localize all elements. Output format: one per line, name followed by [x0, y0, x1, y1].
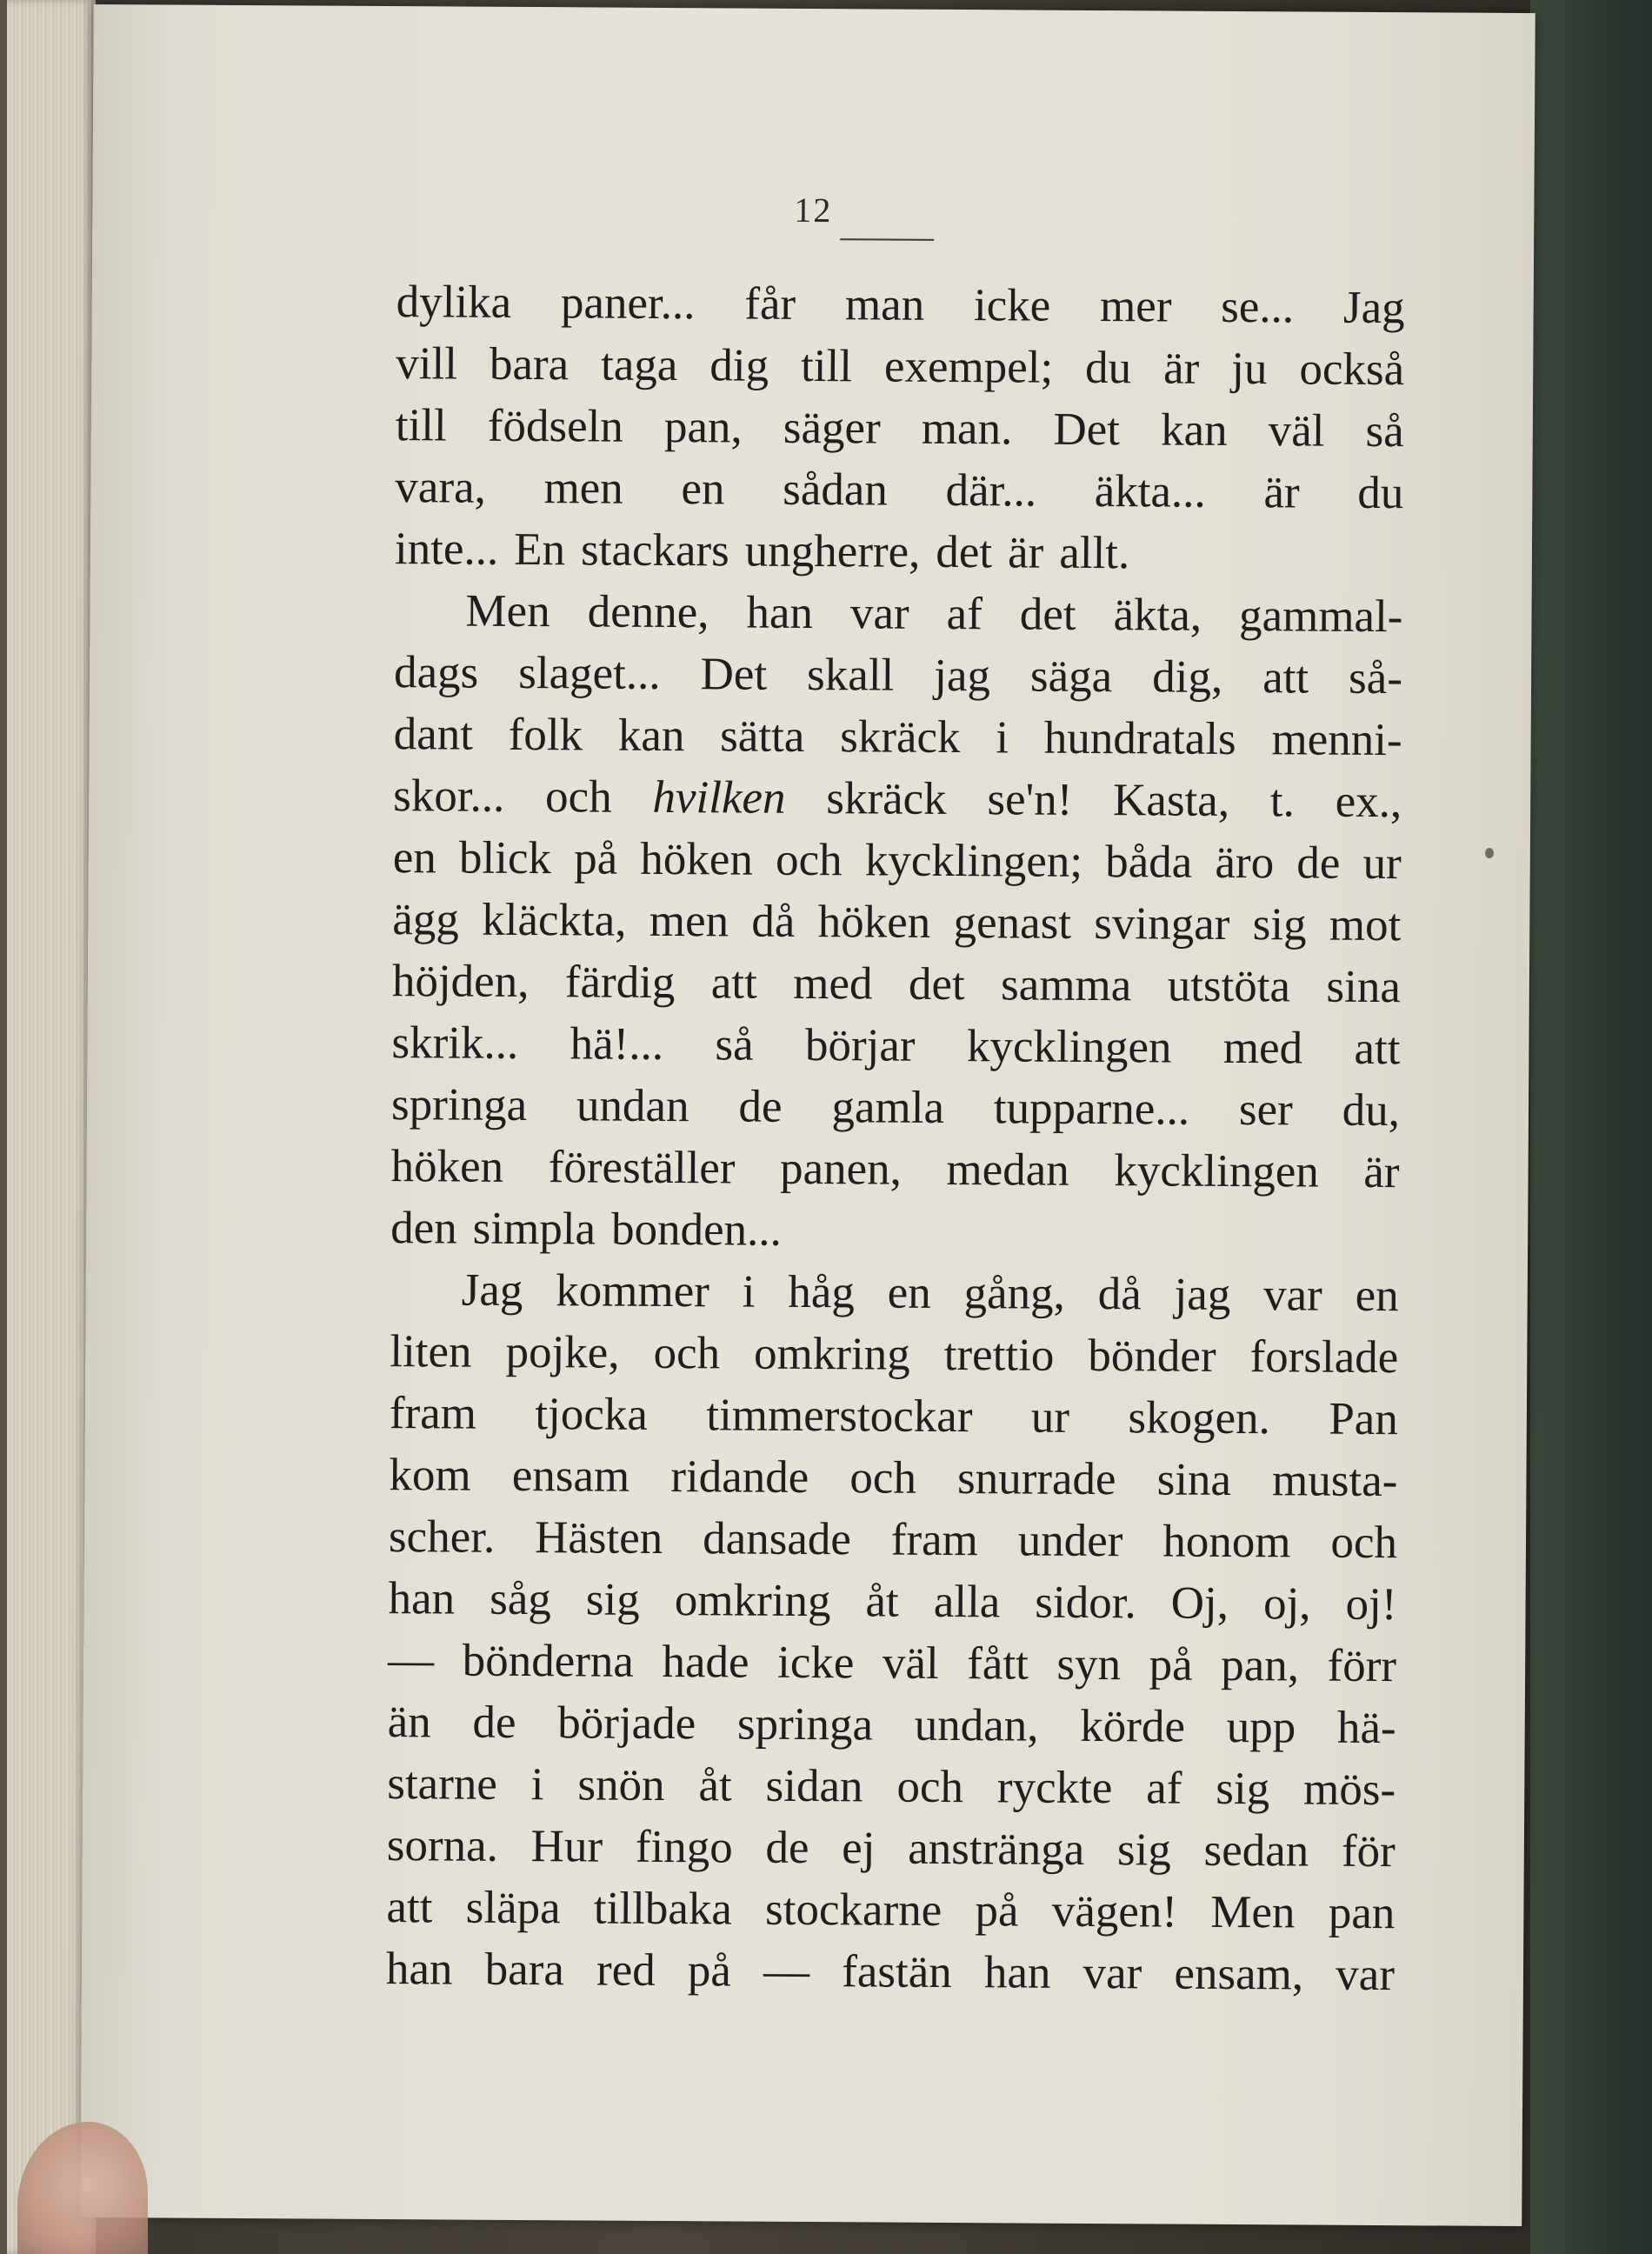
word: fram	[890, 1514, 979, 1566]
word: kommer	[556, 1265, 710, 1317]
word: han	[385, 1944, 453, 1995]
word: scher.	[388, 1511, 496, 1563]
word: mös-	[1302, 1764, 1396, 1816]
word: panen,	[779, 1143, 903, 1195]
word: äkta,	[1113, 590, 1202, 641]
word: var	[1336, 1949, 1396, 2001]
word: ryckte	[996, 1762, 1113, 1814]
word: anstränga	[908, 1823, 1085, 1875]
word: Det	[700, 649, 768, 700]
word: gång,	[963, 1268, 1066, 1319]
text-line	[395, 518, 1403, 586]
word: de	[1296, 837, 1341, 889]
word: var	[1262, 1270, 1323, 1321]
word: ex.,	[1335, 776, 1402, 828]
word: Kasta,	[1112, 775, 1230, 826]
word: i	[996, 712, 1009, 764]
word: sidan	[765, 1760, 863, 1812]
word: får	[744, 278, 796, 330]
word: är	[1263, 467, 1300, 518]
word: kycklingen;	[864, 835, 1083, 887]
word: inte...	[394, 523, 499, 575]
word: genast	[953, 897, 1072, 949]
paper-speck	[1485, 848, 1494, 858]
word: snön	[577, 1759, 665, 1811]
word: fram	[389, 1388, 477, 1439]
word: ur	[1362, 837, 1402, 890]
word: för	[1341, 1825, 1396, 1877]
word: började	[557, 1697, 696, 1750]
word: och	[653, 1327, 721, 1379]
text-line	[388, 1691, 1396, 1759]
word: med	[793, 957, 873, 1010]
word: och	[896, 1761, 964, 1813]
word: bönder	[1088, 1330, 1216, 1382]
word: sidor.	[1035, 1577, 1136, 1629]
word: på	[574, 833, 618, 884]
word: under	[1017, 1515, 1123, 1567]
word: samma	[1000, 959, 1132, 1011]
word: åt	[865, 1576, 899, 1627]
word: gamla	[831, 1082, 945, 1133]
word: ensam,	[1174, 1948, 1304, 2000]
word: då	[751, 896, 796, 947]
word: i	[742, 1266, 756, 1317]
word: stackars	[580, 524, 729, 577]
word: du	[1357, 467, 1404, 519]
word: syn	[1056, 1638, 1122, 1690]
word: mot	[1329, 899, 1402, 951]
word: dig,	[1152, 651, 1223, 703]
word: —	[763, 1945, 810, 1997]
word: omkring	[674, 1575, 831, 1627]
body-text	[386, 271, 1405, 2006]
word: exempel;	[883, 341, 1054, 393]
word: blick	[458, 832, 552, 884]
word: gammal-	[1238, 590, 1403, 643]
text-line	[392, 889, 1401, 957]
word: skräck	[840, 711, 961, 764]
word: oj!	[1345, 1578, 1397, 1630]
word: springa	[736, 1698, 874, 1751]
word: du	[1084, 342, 1132, 394]
word: Det	[1053, 403, 1121, 456]
text-line	[386, 1877, 1395, 1944]
book-cover-board	[1530, 0, 1652, 2254]
word: äro	[1215, 837, 1275, 889]
word: icke	[776, 1637, 855, 1689]
word: och	[775, 834, 843, 886]
word: ur	[1030, 1391, 1070, 1443]
word: och	[1330, 1517, 1398, 1569]
word: slaget...	[518, 647, 661, 699]
word: honom	[1162, 1516, 1291, 1568]
word: på	[975, 1885, 1019, 1937]
word: väl	[882, 1637, 939, 1689]
word: då	[1097, 1269, 1142, 1320]
word: med	[1222, 1022, 1303, 1074]
word: på	[687, 1945, 732, 1997]
word: Hur	[530, 1821, 603, 1872]
word: dags	[393, 647, 479, 698]
word: timmerstockar	[706, 1390, 973, 1443]
text-line	[393, 704, 1402, 771]
word: se'n!	[987, 774, 1073, 825]
word: En	[514, 523, 566, 576]
word: förr	[1327, 1640, 1397, 1692]
word: sig	[1252, 899, 1307, 950]
text-line	[386, 1938, 1395, 2006]
text-line	[390, 1197, 1399, 1265]
word: höken	[640, 833, 754, 885]
word: bonden...	[610, 1204, 783, 1256]
text-line	[393, 827, 1402, 895]
word: fått	[967, 1638, 1029, 1690]
word: allt.	[1059, 527, 1130, 579]
word: de	[472, 1697, 516, 1748]
word: snurrade	[956, 1453, 1116, 1505]
word: af	[946, 588, 983, 640]
word: skall	[806, 649, 895, 701]
word: taga	[600, 339, 678, 391]
word: men	[543, 463, 623, 514]
word: att	[1354, 1023, 1401, 1075]
word: liten	[390, 1326, 472, 1377]
text-line	[390, 1259, 1399, 1327]
word: så	[1365, 405, 1404, 457]
word: pan	[1328, 1887, 1396, 1939]
word: ridande	[670, 1451, 809, 1504]
word: hvilken	[652, 771, 786, 824]
word: Jag	[1342, 282, 1405, 334]
word: undan,	[914, 1699, 1039, 1751]
word: —	[387, 1635, 435, 1686]
word: det	[1019, 589, 1076, 640]
word: Men	[1210, 1886, 1296, 1938]
word: födseln	[487, 400, 624, 452]
word: sina	[1156, 1454, 1232, 1505]
word: icke	[973, 280, 1051, 331]
word: medan	[946, 1144, 1069, 1196]
word: kan	[617, 710, 685, 762]
word: hä!...	[570, 1018, 664, 1070]
text-line	[387, 1815, 1396, 1883]
word: pojke,	[505, 1326, 620, 1378]
word: sina	[1326, 961, 1402, 1013]
word: red	[596, 1944, 656, 1996]
word: folk	[508, 709, 583, 761]
text-line	[387, 1753, 1396, 1821]
word: att	[386, 1882, 433, 1933]
text-line	[395, 457, 1403, 524]
text-line	[388, 1630, 1396, 1697]
word: åt	[698, 1760, 732, 1811]
word: Pan	[1329, 1393, 1398, 1445]
word: är	[1363, 1146, 1400, 1198]
word: tillbaka	[593, 1883, 733, 1935]
word: bara	[489, 338, 570, 390]
word: svingar	[1094, 898, 1230, 950]
word: mer	[1099, 281, 1172, 332]
word: båda	[1105, 837, 1193, 888]
word: du,	[1342, 1084, 1401, 1137]
text-line	[394, 642, 1402, 710]
book-page	[80, 4, 1535, 2226]
word: en	[887, 1267, 931, 1318]
word: hundratals	[1043, 712, 1236, 765]
word: tjocka	[535, 1389, 649, 1440]
word: jag	[934, 650, 991, 702]
text-line	[391, 1012, 1400, 1080]
word: dant	[393, 709, 474, 760]
word: paner...	[560, 277, 696, 330]
word: skrik...	[391, 1017, 519, 1069]
word: jag	[1174, 1269, 1231, 1320]
word: forslade	[1249, 1331, 1399, 1384]
word: en	[392, 832, 437, 884]
text-line	[392, 950, 1401, 1018]
word: Hästen	[534, 1512, 663, 1564]
word: än	[387, 1697, 431, 1748]
text-line	[394, 580, 1402, 648]
word: bara	[484, 1944, 565, 1996]
word: upp	[1226, 1701, 1296, 1753]
word: den	[390, 1203, 457, 1254]
word: kycklingen	[966, 1021, 1172, 1073]
word: dansade	[703, 1513, 852, 1565]
word: och	[544, 771, 612, 823]
text-line	[389, 1444, 1397, 1512]
text-line	[396, 395, 1404, 463]
text-line	[390, 1321, 1398, 1389]
word: det	[936, 526, 993, 578]
word: kläckta,	[482, 894, 627, 946]
word: hä-	[1336, 1702, 1396, 1754]
word: undan	[576, 1080, 689, 1132]
word: sätta	[720, 710, 805, 762]
word: pan,	[663, 401, 743, 453]
word: han	[983, 1947, 1051, 1998]
word: sig	[585, 1574, 640, 1625]
word: ensam	[511, 1450, 630, 1502]
word: fastän	[842, 1946, 952, 1998]
word: såg	[490, 1573, 552, 1625]
text-line	[396, 271, 1404, 339]
page-number: 12	[794, 190, 833, 230]
word: han	[746, 587, 814, 639]
word: till	[395, 400, 447, 451]
word: att	[1262, 652, 1309, 704]
text-line	[389, 1506, 1397, 1574]
word: där...	[945, 464, 1037, 517]
word: tupparne...	[993, 1083, 1190, 1135]
word: Men	[465, 585, 550, 637]
word: dylika	[396, 277, 512, 328]
text-line	[390, 1136, 1399, 1204]
text-line	[390, 1383, 1398, 1450]
word: skor...	[393, 770, 505, 822]
word: sorna.	[386, 1820, 499, 1871]
word: att	[710, 957, 758, 1009]
word: vara,	[395, 462, 487, 513]
word: var	[1082, 1947, 1142, 1999]
word: de	[765, 1822, 809, 1874]
word: fingo	[635, 1821, 733, 1873]
word: sådan	[783, 463, 889, 516]
word: äkta...	[1094, 466, 1206, 517]
word: stockarne	[764, 1884, 943, 1936]
word: ungherre,	[744, 525, 921, 577]
word: pan,	[1221, 1639, 1300, 1691]
word: musta-	[1271, 1455, 1398, 1507]
word: i	[530, 1759, 544, 1811]
word: kan	[1160, 404, 1228, 456]
word: skogen.	[1128, 1392, 1271, 1444]
word: simpla	[472, 1203, 596, 1255]
word: håg	[788, 1266, 856, 1318]
word: han	[388, 1573, 456, 1624]
word: vill	[396, 338, 458, 390]
word: se...	[1221, 281, 1295, 333]
word: en	[1355, 1270, 1399, 1322]
word: ej	[842, 1823, 876, 1874]
word: Oj,	[1170, 1577, 1229, 1629]
book-spine-edge	[0, 0, 7, 2254]
word: af	[1146, 1763, 1182, 1814]
word: bönderna	[462, 1635, 635, 1687]
word: trettio	[943, 1329, 1055, 1381]
word: färdig	[564, 957, 676, 1009]
word: kom	[389, 1450, 471, 1501]
word: det	[908, 958, 965, 1010]
word: alla	[933, 1576, 1001, 1628]
word: väl	[1268, 405, 1325, 457]
word: oj,	[1262, 1578, 1311, 1630]
word: hade	[662, 1636, 749, 1688]
word: ju	[1231, 343, 1268, 395]
word: de	[738, 1081, 783, 1132]
text-line	[393, 765, 1402, 833]
word: släpa	[465, 1882, 561, 1934]
word: en	[681, 463, 725, 515]
word: menni-	[1271, 714, 1402, 766]
word: vägen!	[1051, 1885, 1178, 1937]
word: säger	[783, 402, 881, 454]
word: höken	[817, 897, 931, 948]
word: dig	[709, 340, 769, 391]
word: så-	[1348, 652, 1403, 704]
word: skräck	[826, 773, 947, 824]
word: omkring	[753, 1328, 910, 1380]
text-line	[388, 1568, 1396, 1636]
word: men	[649, 895, 729, 947]
word: sedan	[1203, 1824, 1309, 1877]
word: föreställer	[548, 1142, 736, 1194]
word: man	[844, 279, 925, 330]
word: ägg	[392, 894, 460, 945]
word: säga	[1029, 650, 1113, 703]
word: ser	[1238, 1084, 1294, 1136]
word: sig	[1216, 1763, 1270, 1815]
word: till	[800, 340, 853, 392]
word: på	[1149, 1639, 1193, 1690]
word: körde	[1080, 1700, 1186, 1752]
word: också	[1299, 343, 1405, 396]
word: är	[1007, 527, 1044, 578]
word: t.	[1269, 776, 1296, 827]
word: och	[849, 1452, 917, 1504]
word: så	[715, 1019, 754, 1070]
word: sig	[1116, 1824, 1172, 1876]
page-number-rule	[840, 238, 934, 241]
word: springa	[390, 1079, 528, 1131]
word: utstöta	[1167, 960, 1291, 1012]
word: höjden,	[391, 956, 530, 1008]
word: Jag	[461, 1264, 523, 1317]
word: var	[849, 588, 909, 639]
word: man.	[921, 403, 1013, 455]
word: denne,	[587, 586, 709, 638]
word: börjar	[804, 1019, 916, 1071]
word: är	[1162, 343, 1200, 394]
word: höken	[390, 1141, 504, 1192]
text-line	[396, 333, 1404, 401]
word: starne	[387, 1758, 498, 1810]
word: kycklingen	[1114, 1145, 1319, 1197]
text-line	[391, 1074, 1400, 1142]
